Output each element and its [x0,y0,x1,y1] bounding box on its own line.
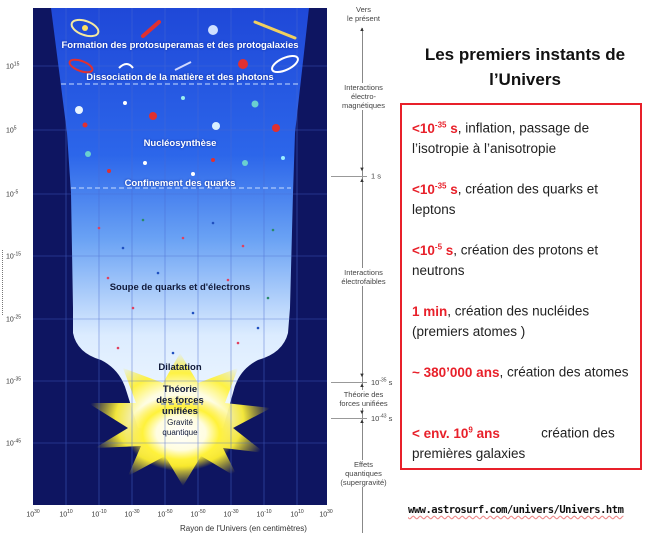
time-tick-10-35-label: $10^{-35}$ s [371,377,393,387]
timeline-item: ~ 380’000 ans, création des atomes [412,364,629,380]
x-tick: $10^{-50}$ [157,509,173,519]
time-axis [327,0,400,538]
time-label-unified-forces: Théorie des forces unifiées [327,390,400,408]
x-axis-title: Rayon de l'Univers (en centimètres) [180,524,307,533]
band-gravite-label-2: quantique [162,428,198,437]
band-soupe-label: Soupe de quarks et d'électrons [109,282,251,293]
timeline-item: $<10^{-35}$ s, création des quarks et leptons [412,181,599,217]
time-tick-10-43-label: $10^{-43}$ s [371,413,393,423]
arrow-down-icon: ▼ [359,410,365,416]
band-nucleosynthese-label: Nucléosynthèse [143,138,217,149]
y-tick: $10^{15}$ [6,61,20,71]
page-title: Les premiers instants de l’Univers [424,45,626,89]
timeline-item: $<10^{-5}$ s, création des protons et neutrons [412,242,599,278]
band-theorie-label-3: unifiées [162,406,198,417]
time-tick-1s-label: 1 s [371,171,382,181]
timeline-info-box [400,103,642,470]
x-tick: $10^{10}$ [59,509,73,519]
arrow-up-icon: ▲ [359,419,365,425]
y-tick: $10^{-45}$ [6,438,22,448]
y-tick: $10^{-35}$ [6,376,22,386]
y-tick: $10^{-15}$ [6,251,22,261]
band-dilatation-label: Dilatation [158,362,202,373]
y-tick: $10^{-25}$ [6,314,22,324]
time-tick-1s [331,176,367,177]
diagram-frame [33,8,327,505]
band-theorie-label-1: Théorie [162,384,198,395]
band-formation-label: Formation des protosuperamas et des protogalaxies [61,40,299,51]
arrow-up-icon: ▲ [359,178,365,184]
time-label-electroweak: Interactions électrofaibles [327,268,400,286]
arrow-up-icon: ▲ [359,27,365,33]
arrow-down-icon: ▼ [359,373,365,379]
timeline-item: 1 min, création des nucléides (premiers atomes ) [412,303,590,339]
x-tick: $10^{-50}$ [190,509,206,519]
source-link[interactable]: www.astrosurf.com/univers/Univers.htm [408,504,624,516]
timeline-item: $<10^{-35}$ s, inflation, passage de l’isotropie à l’anisotropie [412,120,590,156]
band-theorie-label-2: des forces [156,395,204,406]
x-tick: $10^{30}$ [26,509,40,519]
time-label-electromagnetic: Interactions électro- magnétiques [327,83,400,110]
y-axis-title-dotted [2,250,3,315]
x-tick: $10^{30}$ [319,509,333,519]
time-label-quantum-effects: Effets quantiques (supergravité) [327,460,400,487]
band-confinement-label: Confinement des quarks [124,178,236,189]
y-tick: $10^5$ [6,125,17,135]
arrow-up-icon: ▲ [359,383,365,389]
band-dissociation-label: Dissociation de la matière et des photons [86,72,274,83]
x-tick: $10^{-10}$ [256,509,272,519]
x-tick: $10^{-30}$ [223,509,239,519]
x-tick: $10^{10}$ [290,509,304,519]
x-tick: $10^{-10}$ [91,509,107,519]
x-tick: $10^{-30}$ [124,509,140,519]
timeline-item: < env. $10^9$ ans création des premières galaxies [412,425,615,461]
y-tick: $10^{-5}$ [6,189,19,199]
time-label-present: Vers le présent [327,5,400,23]
band-gravite-label-1: Gravité [167,418,193,427]
arrow-down-icon: ▼ [359,167,365,173]
